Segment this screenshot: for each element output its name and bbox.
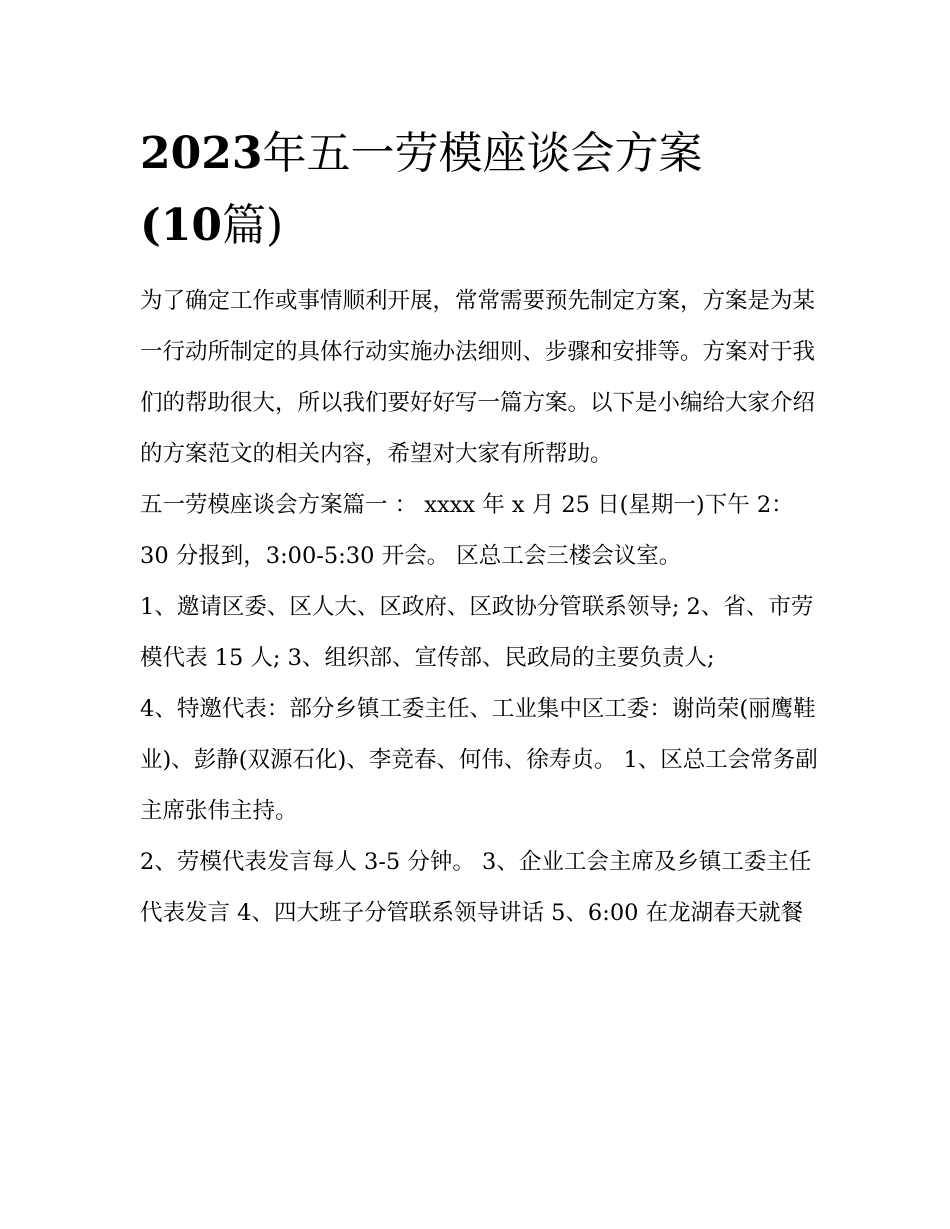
paragraph-intro: 为了确定工作或事情顺利开展，常常需要预先制定方案，方案是为某一行动所制定的具体行动实施办法细则、步骤和安排等。方案对于我们的帮助很大，所以我们要好好写一篇方案。以下是小编给大家介绍的方案范文的相关内容，希望对大家有所帮助。 bbox=[140, 288, 816, 467]
document-body bbox=[140, 276, 820, 939]
paragraph-schedule: 五一劳模座谈会方案篇一 ： xxxx 年 x 月 25 日(星期一)下午 2：30 分报到，3:00-5:30 开会。 区总工会三楼会议室。 bbox=[140, 492, 794, 569]
title-line-2 bbox=[140, 200, 283, 251]
paragraph-special-guests: 4、特邀代表：部分乡镇工委主任、工业集中区工委：谢尚荣(丽鹰鞋业)、彭静(双源石化)、李竞春、何伟、徐寿贞。 1、区总工会常务副主席张伟主持。 bbox=[140, 696, 818, 824]
paragraph-invitees: 1、邀请区委、区人大、区政府、区政协分管联系领导; 2、省、市劳模代表 15 人; 3、组织部、宣传部、民政局的主要负责人; bbox=[140, 594, 814, 671]
title-year: 2023 bbox=[140, 128, 263, 179]
document-title bbox=[140, 118, 820, 262]
title-main-text: 年五一劳模座谈会方案 bbox=[262, 128, 703, 179]
title-count-suffix: 篇) bbox=[222, 200, 284, 251]
title-count: (10 bbox=[140, 200, 223, 251]
document-content bbox=[140, 118, 820, 939]
title-line-1 bbox=[140, 128, 702, 179]
paragraph-agenda: 2、劳模代表发言每人 3-5 分钟。 3、企业工会主席及乡镇工委主任代表发言 4、四大班子分管联系领导讲话 5、6:00 在龙湖春天就餐 bbox=[140, 849, 812, 926]
